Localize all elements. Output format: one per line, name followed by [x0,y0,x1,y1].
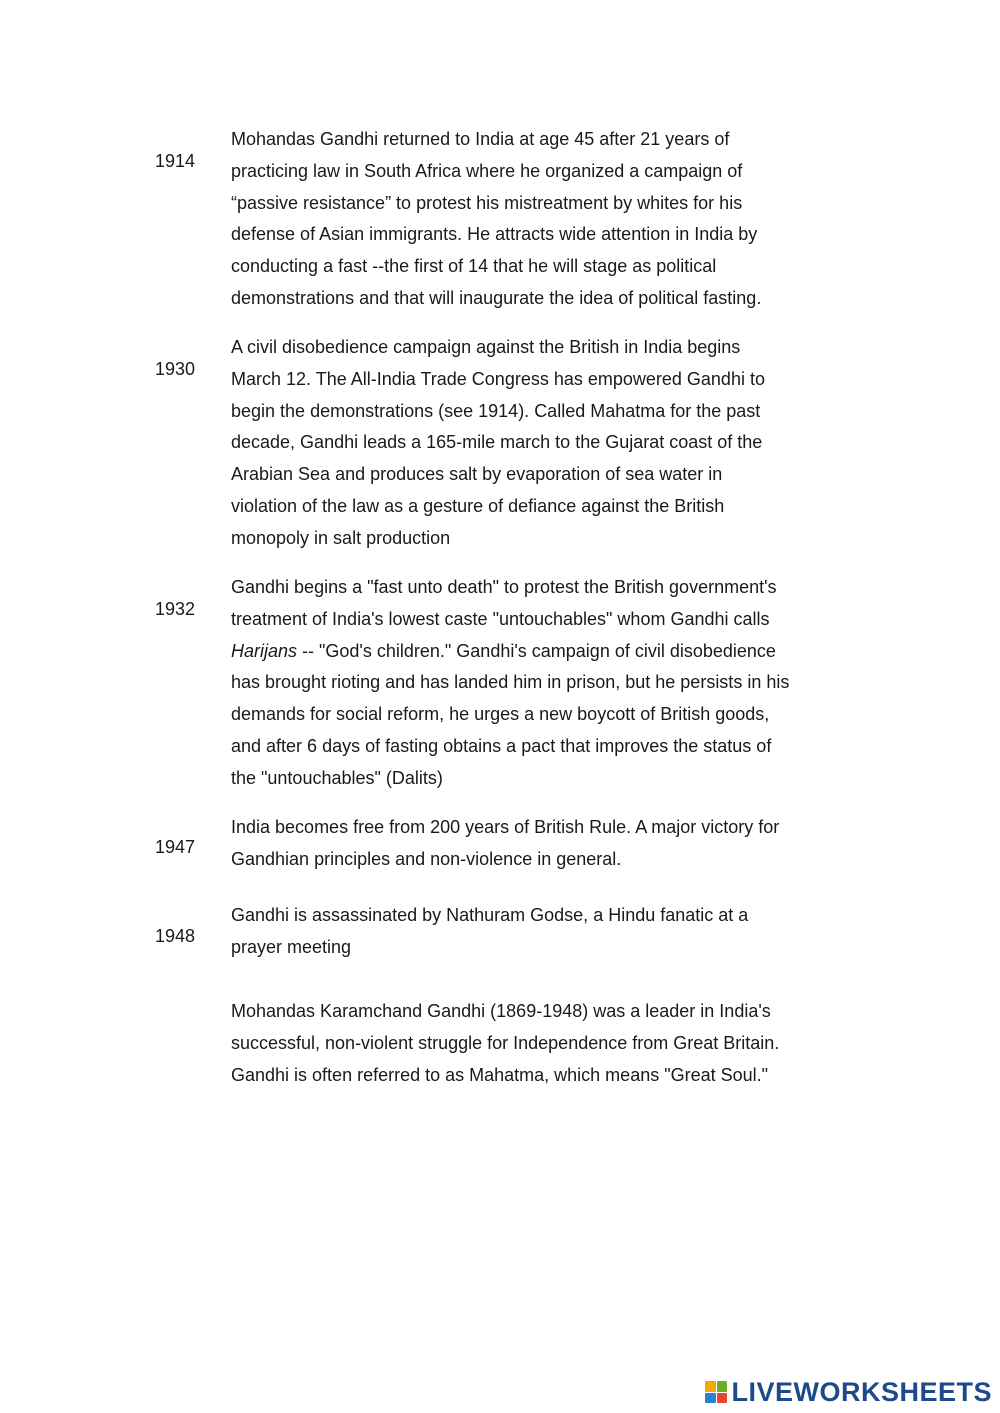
logo-square-icon [717,1381,728,1392]
entry-year: 1932 [155,599,196,619]
logo-square-icon [705,1381,716,1392]
summary-paragraph: Mohandas Karamchand Gandhi (1869-1948) was a leader in India's successful, non-violent struggle for Independence from Great Britain. Gandhi is often referred to as Mahatma, which means "Great Soul." [231,1001,780,1085]
entry-text: India becomes free from 200 years of British Rule. A major victory for Gandhian principles and non-violence in general. [231,817,780,869]
entry-text: A civil disobedience campaign against the British in India begins March 12. The All-India Trade Congress has empowered Gandhi to begin the demonstrations (see 1914). Called Mahatma for the past decade, Gandhi leads a 165-mile march to the Gujarat coast of the Arabian Sea and produces salt by evaporation of sea water in violation of the law as a gesture of defiance against the British monopoly in salt production [231,337,765,548]
entry-year: 1947 [155,837,196,857]
logo-text: LIVEWORKSHEETS [731,1376,992,1407]
logo-square-icon [717,1393,728,1404]
logo-square-icon [705,1393,716,1404]
entry-year: 1930 [155,359,196,379]
entry-text: Gandhi is assassinated by Nathuram Godse, a Hindu fanatic at a prayer meeting [231,905,749,957]
entry-text-part: Gandhi begins a "fast unto death" to protest the British government's treatment of India's lowest caste "untouchables" whom Gandhi calls [231,577,777,629]
entry-text-italic: Harijans [231,640,298,661]
entry-text [231,572,791,795]
entry-year: 1948 [155,926,196,946]
entry-year: 1914 [155,151,196,171]
liveworksheets-logo [705,1377,992,1407]
entry-text-part: -- "God's children." Gandhi's campaign of civil disobedience has brought rioting and has landed him in prison, but he persists in his demands for social reform, he urges a new boycott of British goods, and after 6 days of fasting obtains a pact that improves the status of the "untouchables" (Dalits) [231,640,790,788]
entry-text: Mohandas Gandhi returned to India at age 45 after 21 years of practicing law in South Africa where he organized a campaign of “passive resistance” to protest his mistreatment by whites for his defense of Asian immigrants. He attracts wide attention in India by conducting a fast --the first of 14 that he will stage as political demonstrations and that will inaugurate the idea of political fasting. [231,129,762,308]
logo-mark-icon [705,1381,727,1403]
